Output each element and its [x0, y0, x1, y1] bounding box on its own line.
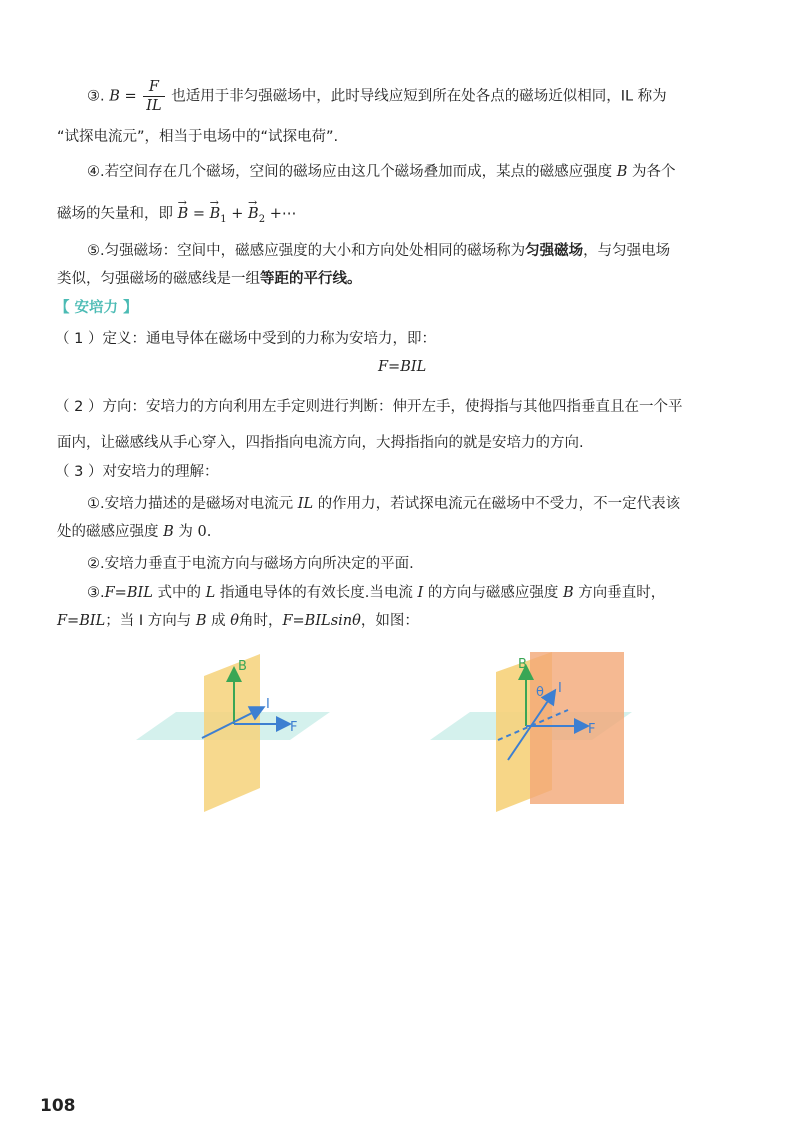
fraction-numerator: F	[143, 78, 164, 97]
bold-parallel-lines: 等距的平行线。	[260, 271, 362, 287]
item3-text2: 指通电导体的有效长度.当电流	[219, 585, 413, 601]
item1-text1: ①.安培力描述的是磁场对电流元	[87, 496, 294, 512]
bold-uniform-field: 匀强磁场	[525, 243, 584, 259]
paragraph-4-line1	[87, 161, 675, 183]
direction-line1: （ 2 ）方向：安培力的方向利用左手定则进行判断：伸开左手，使拇指与其他四指垂直且在一个平	[55, 399, 683, 415]
item3-text8: ，如图：	[360, 613, 419, 629]
paragraph-4-text2: 为各个	[631, 164, 676, 180]
page-number: 108	[40, 1096, 76, 1116]
paragraph-3-line1	[87, 78, 667, 115]
item1-text2: 的作用力，若试探电流元在磁场中不受力，不一定代表该	[317, 496, 681, 512]
vector-b1: → B	[210, 203, 221, 225]
item1-var-b: B	[163, 524, 174, 540]
label-f: F	[290, 720, 298, 735]
understanding-item3-line1	[87, 582, 665, 604]
section-heading-ampere-force: 【 安培力 】	[55, 300, 138, 316]
plus-ellipsis: +⋯	[269, 206, 297, 222]
vector-b: → B	[178, 203, 189, 225]
item3-text7: 角时，	[238, 613, 283, 629]
item3-text5: ；当 I 方向与	[105, 613, 192, 629]
item3-sin-theta: sinθ	[330, 613, 361, 629]
item3-text6: 成	[211, 613, 226, 629]
paragraph-5-line1	[87, 240, 670, 262]
label-i: I	[266, 697, 270, 712]
item3-formula-angle: F=BIL	[282, 613, 331, 629]
understanding-item1-line1	[87, 493, 680, 515]
paragraph-5-text1: ⑤.匀强磁场：空间中，磁感应强度的大小和方向处处相同的磁场称为	[87, 243, 526, 259]
paragraph-4-prefix: 磁场的矢量和，即	[57, 206, 173, 222]
definition-formula: F=BIL	[378, 359, 427, 375]
understanding-item1-line2	[57, 521, 211, 543]
label-f: F	[588, 722, 596, 737]
paragraph-4-text1: ④.若空间存在几个磁场，空间的磁场应由这几个磁场叠加而成，某点的磁感应强度	[87, 164, 613, 180]
fraction-f-over-il	[143, 78, 164, 115]
item3-text1: 式中的	[157, 585, 201, 601]
figure-perpendicular	[128, 640, 348, 820]
plus-sign: +	[231, 206, 244, 222]
item3-formula: F=BIL	[104, 585, 153, 601]
paragraph-5-line2	[57, 268, 362, 290]
subscript-1: 1	[220, 213, 227, 225]
paragraph-4-line2	[57, 203, 296, 231]
var-b: B	[616, 164, 628, 180]
tilted-plane	[530, 652, 624, 804]
item3-var-b: B	[562, 585, 574, 601]
item3-text3: 的方向与磁感应强度	[427, 585, 559, 601]
understanding-heading: （ 3 ）对安培力的理解：	[55, 464, 219, 480]
label-theta: θ	[536, 685, 544, 700]
item1-text4: 为 0.	[178, 524, 212, 540]
item-number: ③.	[87, 88, 105, 105]
figure-angle-theta	[426, 640, 646, 820]
item3-text4: 方向垂直时，	[578, 585, 666, 601]
formula-var-b: B	[109, 88, 120, 105]
vector-equals: =	[192, 206, 206, 222]
item3-num: ③.	[87, 585, 105, 601]
subscript-2: 2	[258, 213, 266, 225]
paragraph-5-text2: ，与匀强电场	[583, 243, 671, 259]
understanding-item3-line2	[57, 610, 419, 632]
paragraph-3-text: 也适用于非匀强磁场中，此时导线应短到所在处各点的磁场近似相同，IL 称为	[171, 88, 667, 105]
item3-var-l: L	[205, 585, 216, 601]
paragraph-5-text3: 类似，匀强磁场的磁感线是一组	[57, 271, 260, 287]
definition-line: （ 1 ）定义：通电导体在磁场中受到的力称为安培力，即：	[55, 331, 436, 347]
item3-var-i: I	[417, 585, 424, 601]
item1-var-il: IL	[297, 496, 314, 512]
item1-text3: 处的磁感应强度	[57, 524, 159, 540]
label-b: B	[518, 657, 527, 672]
direction-line2: 面内，让磁感线从手心穿入，四指指向电流方向，大拇指指向的就是安培力的方向.	[57, 435, 584, 451]
label-i: I	[558, 681, 562, 696]
paragraph-3-line2: “试探电流元”，相当于电场中的“试探电荷”.	[57, 129, 339, 145]
item3-var-theta: θ	[230, 613, 239, 629]
item3-var-b2: B	[195, 613, 207, 629]
understanding-item2: ②.安培力垂直于电流方向与磁场方向所决定的平面.	[87, 556, 414, 572]
fraction-denominator: IL	[146, 98, 162, 114]
label-b: B	[238, 659, 247, 674]
formula-equals: =	[124, 88, 137, 105]
item3-formula-perp: F=BIL	[57, 613, 106, 629]
vector-b2: → B	[248, 203, 259, 225]
